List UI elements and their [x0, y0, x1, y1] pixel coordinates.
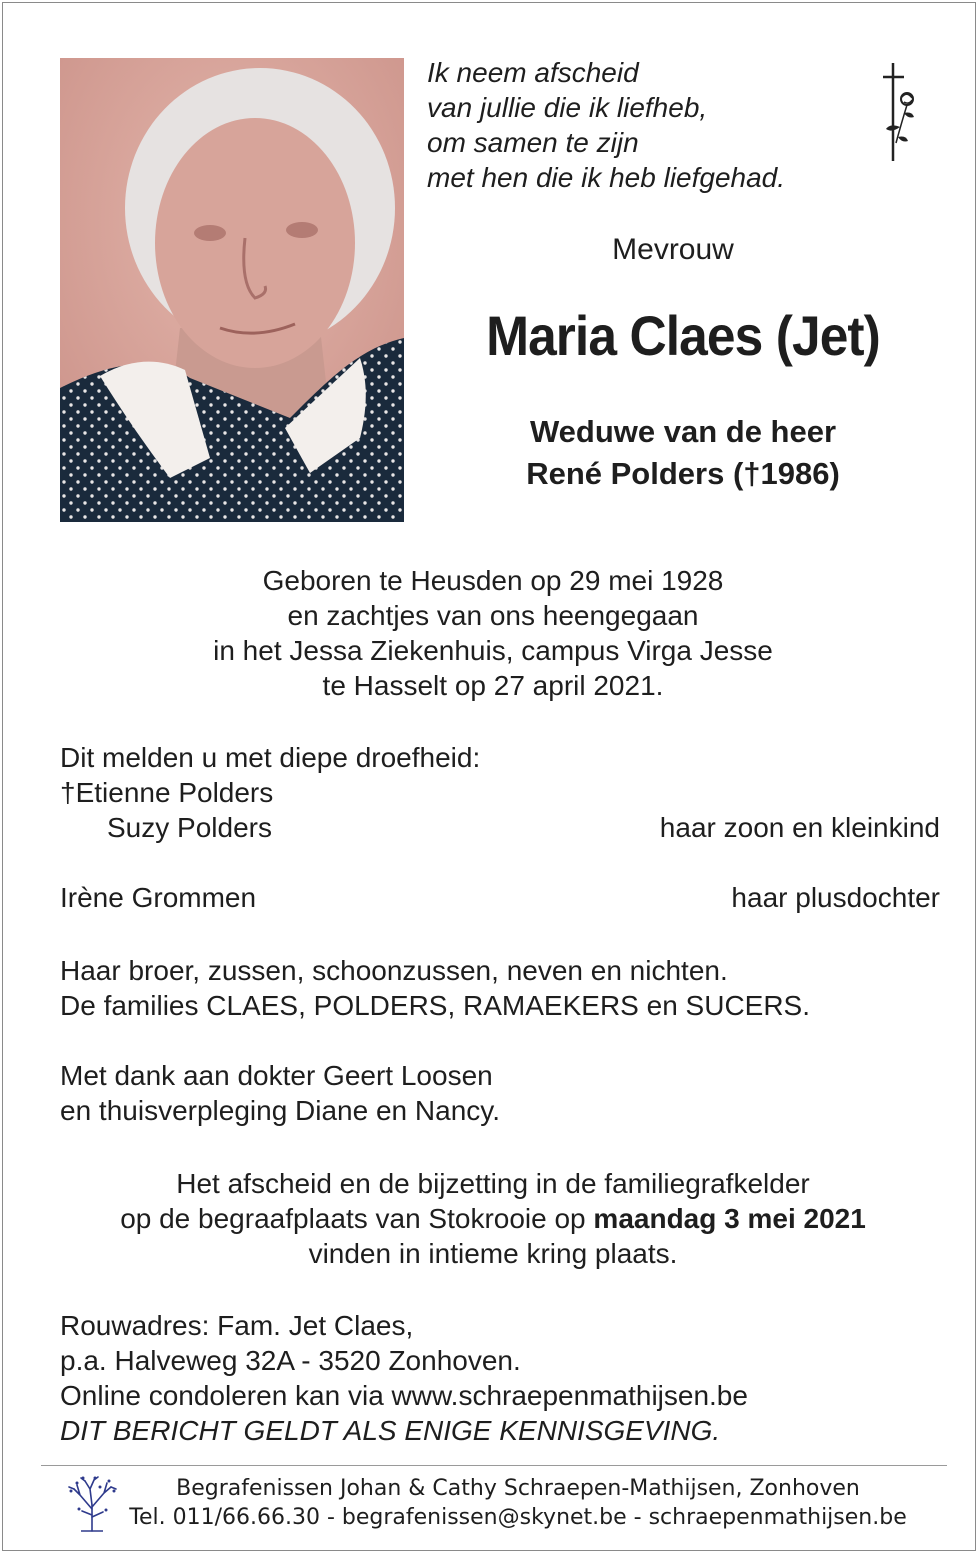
grandchild-name: Suzy Polders: [107, 812, 272, 843]
funeral-line: vinden in intieme kring plaats.: [308, 1238, 678, 1269]
relation-label: haar plusdochter: [731, 882, 940, 913]
funeral-home-name: Begrafenissen Johan & Cathy Schraepen-Mathijsen, Zonhoven: [176, 1476, 860, 1501]
funeral-date: maandag 3 mei 2021: [593, 1203, 866, 1234]
announce-intro: Dit melden u met diepe droefheid:: [60, 742, 481, 773]
funeral-home-info: [123, 1474, 913, 1532]
portrait-photo: [60, 58, 404, 522]
detail-line: te Hasselt op 27 april 2021.: [322, 670, 664, 701]
footer-divider: [41, 1465, 947, 1466]
relation-row: [60, 810, 940, 845]
widow-line: Weduwe van de heer: [529, 414, 837, 449]
stepdaughter-name: Irène Grommen: [60, 882, 257, 913]
detail-line: Geboren te Heusden op 29 mei 1928: [262, 565, 724, 596]
family-line: Haar broer, zussen, schoonzussen, neven en nichten.: [60, 955, 728, 986]
funeral-line: Het afscheid en de bijzetting in de familiegrafkelder: [176, 1168, 810, 1199]
obituary-card: [2, 2, 976, 1551]
funeral-details: [43, 1166, 943, 1271]
address-line: Rouwadres: Fam. Jet Claes,: [60, 1310, 414, 1341]
announcement: [60, 740, 940, 915]
funeral-home-contact[interactable]: Tel. 011/66.66.30 - begrafenissen@skynet.be - schraepenmathijsen.be: [129, 1505, 907, 1530]
farewell-poem: [427, 55, 867, 195]
condolence-link[interactable]: Online condoleren kan via www.schraepenmathijsen.be: [60, 1380, 748, 1411]
relation-row: [60, 880, 940, 915]
deceased-name: Maria Claes (Jet): [486, 304, 880, 367]
poem-line: van jullie die ik liefheb,: [427, 92, 708, 123]
mourning-address: [60, 1308, 960, 1448]
official-notice: DIT BERICHT GELDT ALS ENIGE KENNISGEVING.: [60, 1415, 721, 1446]
detail-line: en zachtjes van ons heengegaan: [287, 600, 699, 631]
address-line: p.a. Halveweg 32A - 3520 Zonhoven.: [60, 1345, 521, 1376]
detail-line: in het Jessa Ziekenhuis, campus Virga Jesse: [213, 635, 773, 666]
funeral-line: [43, 1201, 943, 1236]
thanks-line: en thuisverpleging Diane en Nancy.: [60, 1095, 500, 1126]
poem-line: Ik neem afscheid: [427, 57, 639, 88]
thanks: [60, 1058, 940, 1128]
cross-with-rose-icon: [876, 61, 920, 165]
tree-logo-icon: [65, 1475, 119, 1533]
poem-line: met hen die ik heb liefgehad.: [427, 162, 786, 193]
thanks-line: Met dank aan dokter Geert Loosen: [60, 1060, 493, 1091]
funeral-location: op de begraafplaats van Stokrooie op: [120, 1203, 594, 1234]
widow-of: [453, 411, 913, 495]
widow-line: René Polders (†1986): [526, 456, 840, 491]
relation-label: haar zoon en kleinkind: [659, 812, 940, 843]
poem-line: om samen te zijn: [427, 127, 639, 158]
family-list: [60, 953, 940, 1023]
salutation: Mevrouw: [612, 233, 734, 266]
son-name: †Etienne Polders: [60, 777, 274, 808]
family-line: De families CLAES, POLDERS, RAMAEKERS en SUCERS.: [60, 990, 811, 1021]
birth-death-details: [103, 563, 883, 703]
